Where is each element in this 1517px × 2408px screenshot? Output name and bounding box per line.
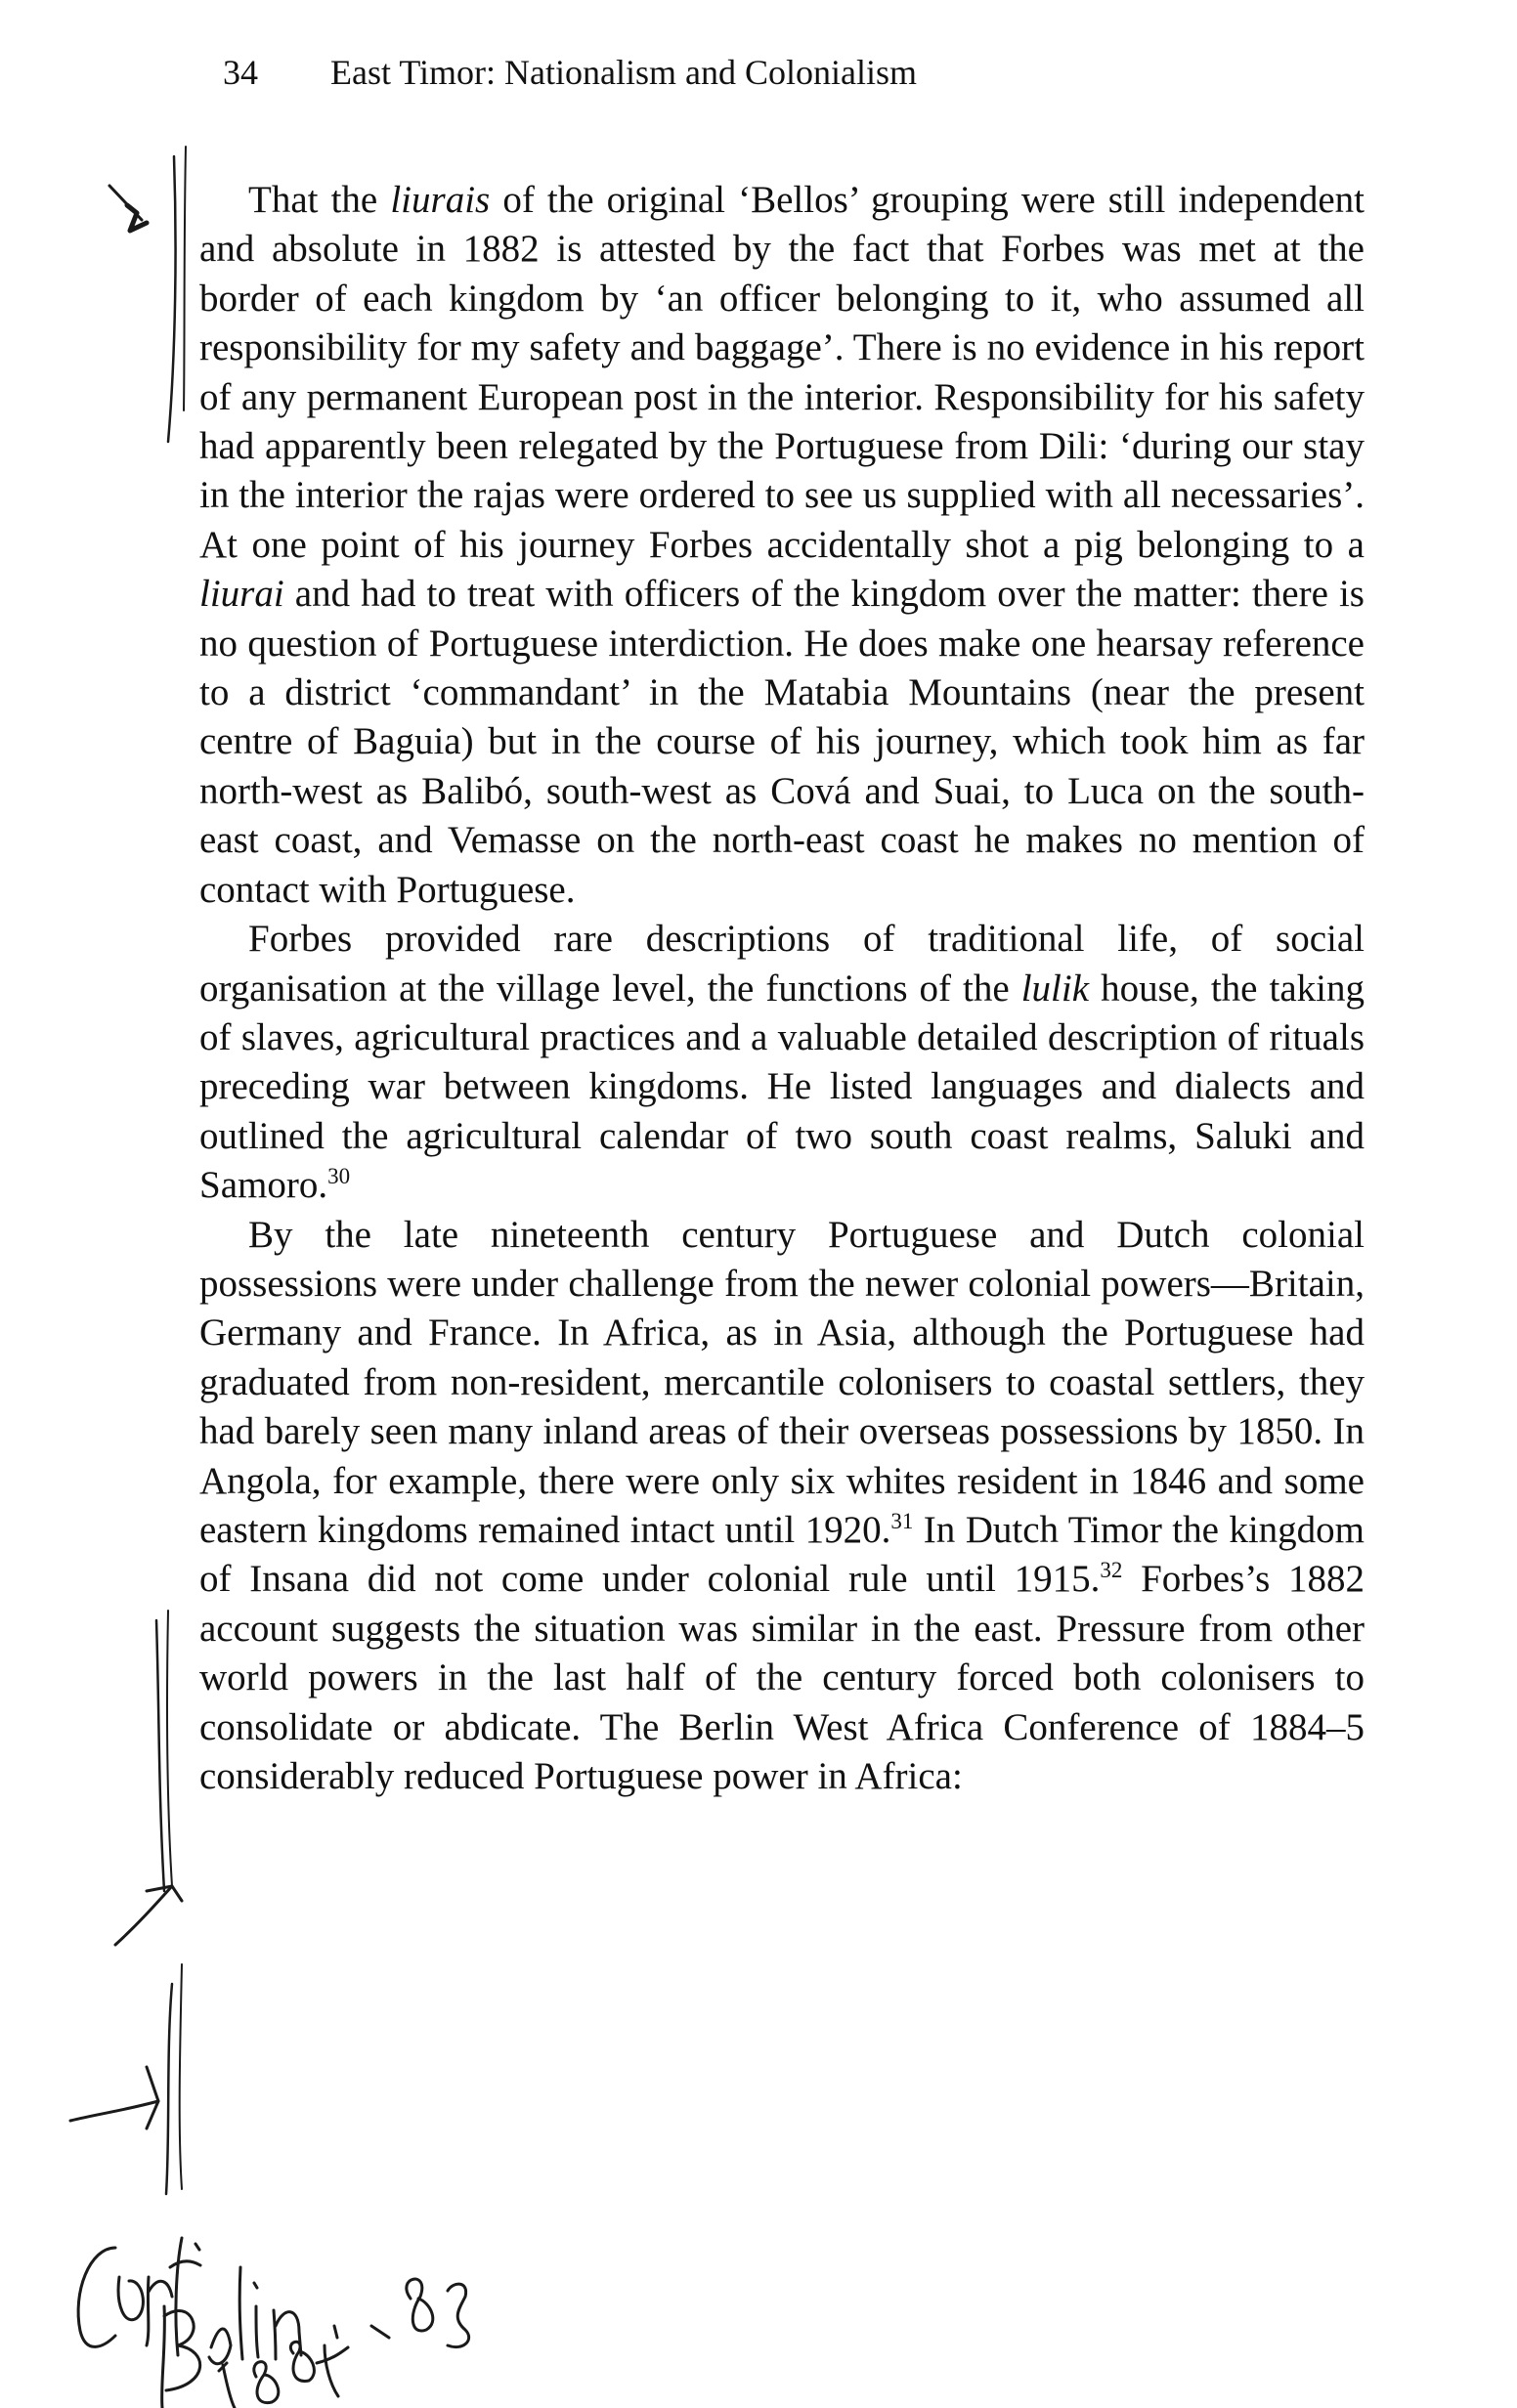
text-run: of the original ‘Bellos’ grouping were still independent and absolute in 1882 is attested by the fact that Forbes was met at the border of each kingdom by ‘an officer belonging to it, who assumed all responsibility for my safety and baggage’. There is no evidence in his report of any permanent European post in the interior. Responsibility for his safety had apparently been relegated by the Portuguese from Dili: ‘during our stay in the interior the rajas were ordered to see us supplied with all necessaries’. At one point of his journey Forbes accidentally shot a pig belonging to a xyxy=(199,179,1365,566)
text-run: By the late nineteenth century Portuguese and Dutch colonial possessions were under challenge from the newer colonial powers—Britain, Germany and France. In Africa, as in Asia, although the Portuguese had graduated from non-resident, mercantile colonisers to coastal settlers, they had barely seen many inland areas of their overseas possessions by 1850. In Angola, for example, there were only six whites resident in 1846 and some eastern kingdoms remained intact until 1920. xyxy=(199,1213,1365,1551)
paragraph xyxy=(199,915,1365,1210)
margin-bracket-bottom xyxy=(70,1611,182,2194)
italic-term: liurais xyxy=(390,179,491,221)
footnote-ref: 32 xyxy=(1100,1558,1123,1583)
handwritten-note xyxy=(78,2238,469,2408)
running-head xyxy=(223,49,917,96)
text-run: house, the taking of slaves, agricultural practices and a valuable detailed description of rituals preceding war between kingdoms. He listed languages and dialects and outlined the agricultural calendar of two south coast realms, Saluki and Samoro. xyxy=(199,967,1365,1207)
italic-term: liurai xyxy=(199,573,284,616)
footnote-ref: 30 xyxy=(327,1164,351,1189)
text-run: and had to treat with officers of the kingdom over the matter: there is no question of Portuguese interdiction. He does make one hearsay reference to a district ‘commandant’ in the Matabia Mountains (near the present centre of Baguia) but in the course of his journey, which took him as far north-west as Balibó, south-west as Cová and Suai, to Luca on the south-east coast, and Vemasse on the north-east coast he makes no mention of contact with Portuguese. xyxy=(199,573,1365,911)
italic-term: lulik xyxy=(1020,967,1090,1010)
text-run: Forbes’s 1882 account suggests the situation was similar in the east. Pressure from other world powers in the last half of the century forced both colonisers to consolidate or abdicate. The Berlin West Africa Conference of 1884–5 considerably reduced Portuguese power in Africa: xyxy=(199,1558,1365,1797)
body-text xyxy=(199,176,1365,1801)
paragraph xyxy=(199,1211,1365,1802)
text-run: That the xyxy=(248,179,391,221)
paragraph xyxy=(199,176,1365,915)
margin-bracket-top xyxy=(109,147,186,442)
text-run: Forbes provided rare descriptions of traditional life, of social organisation at the village level, the functions of the xyxy=(199,918,1365,1010)
footnote-ref: 31 xyxy=(890,1508,914,1533)
text-run: In Dutch Timor the kingdom of Insana did not come under colonial rule until 1915. xyxy=(199,1508,1365,1601)
book-title: East Timor: Nationalism and Colonialism xyxy=(330,53,918,92)
page-number: 34 xyxy=(223,53,258,92)
